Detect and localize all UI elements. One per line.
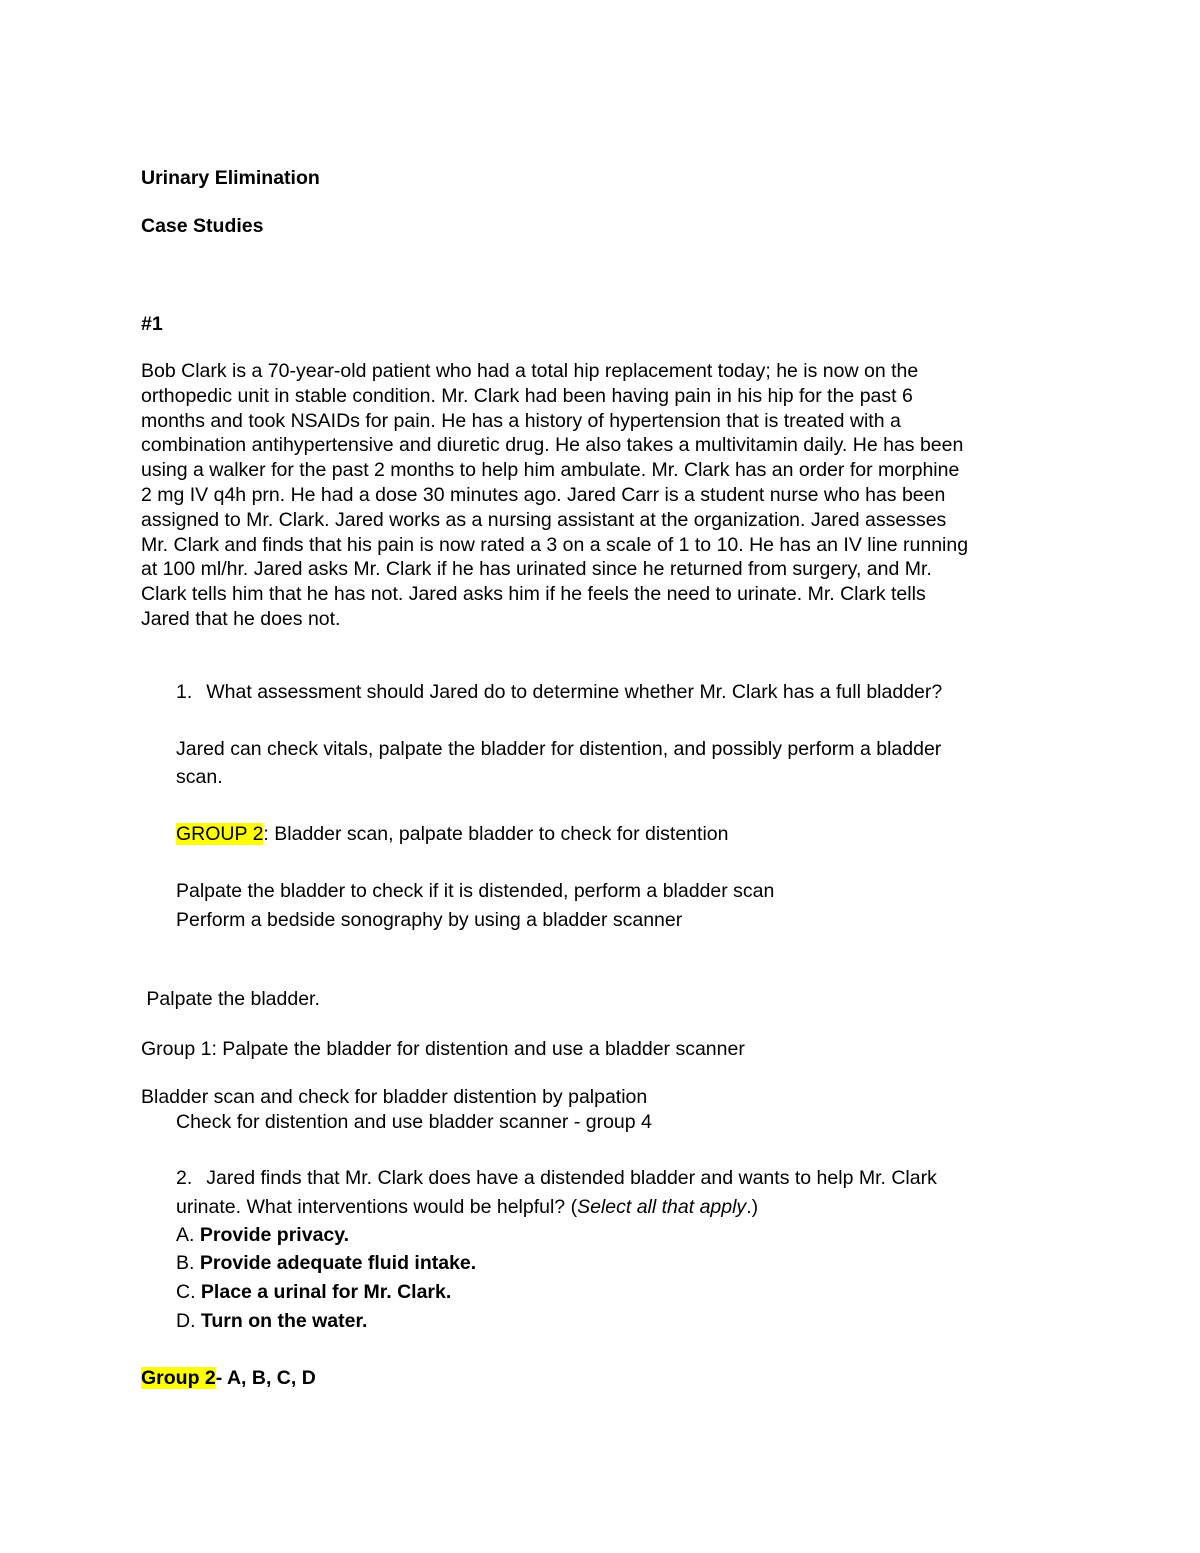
question-2-group-answer bbox=[141, 1366, 316, 1390]
case-line: orthopedic unit in stable condition. Mr. Clark had been having pain in his hip for the past 6 bbox=[141, 384, 913, 407]
question-1-text: What assessment should Jared do to determine whether Mr. Clark has a full bladder? bbox=[206, 681, 943, 703]
option-letter: C. bbox=[176, 1281, 196, 1303]
answer-line: Perform a bedside sonography by using a bladder scanner bbox=[176, 909, 683, 931]
case-line: months and took NSAIDs for pain. He has a history of hypertension that is treated with a bbox=[141, 409, 901, 432]
question-2-text: Jared finds that Mr. Clark does have a distended bladder and wants to help Mr. Clark bbox=[206, 1167, 937, 1189]
select-all-note: Select all that apply bbox=[577, 1196, 747, 1218]
question-2-line-1 bbox=[176, 1166, 937, 1190]
option-letter: D. bbox=[176, 1310, 196, 1332]
document-subtitle: Case Studies bbox=[141, 215, 264, 237]
document-title: Urinary Elimination bbox=[141, 167, 320, 189]
option-b bbox=[176, 1251, 476, 1275]
option-letter: A. bbox=[176, 1224, 195, 1246]
option-a bbox=[176, 1223, 349, 1247]
case-line: Jared that he does not. bbox=[141, 607, 341, 630]
option-letter: B. bbox=[176, 1252, 195, 1274]
option-c bbox=[176, 1280, 451, 1304]
answer-line: scan. bbox=[176, 766, 223, 788]
answer-line: Jared can check vitals, palpate the bladder for distention, and possibly perform a bladder bbox=[176, 738, 942, 760]
case-line: combination antihypertensive and diuretic drug. He also takes a multivitamin daily. He has been bbox=[141, 434, 964, 457]
case-paragraph bbox=[141, 359, 1071, 632]
option-text: Provide adequate fluid intake. bbox=[199, 1252, 477, 1274]
group-2-highlight: GROUP 2 bbox=[176, 823, 264, 845]
answer-line: Palpate the bladder to check if it is distended, perform a bladder scan bbox=[176, 880, 775, 902]
question-2-line-2 bbox=[176, 1195, 758, 1219]
case-line: assigned to Mr. Clark. Jared works as a nursing assistant at the organization. Jared assesses bbox=[141, 508, 947, 531]
option-d bbox=[176, 1309, 367, 1333]
case-line: Bob Clark is a 70-year-old patient who had a total hip replacement today; he is now on the bbox=[141, 360, 919, 382]
case-line: at 100 ml/hr. Jared asks Mr. Clark if he has urinated since he returned from surgery, and Mr. bbox=[141, 558, 932, 581]
answer-group-1: Group 1: Palpate the bladder for distention and use a bladder scanner bbox=[141, 1038, 745, 1060]
group-2-answer-text: : Bladder scan, palpate bladder to check for distention bbox=[263, 823, 729, 845]
answer-palpate: Palpate the bladder. bbox=[141, 988, 320, 1010]
case-line: 2 mg IV q4h prn. He had a dose 30 minutes ago. Jared Carr is a student nurse who has been bbox=[141, 483, 946, 506]
option-text: Place a urinal for Mr. Clark. bbox=[200, 1281, 452, 1303]
case-line: Clark tells him that he has not. Jared asks him if he feels the need to urinate. Mr. Clark tells bbox=[141, 583, 926, 606]
question-1-number: 1. bbox=[176, 681, 193, 703]
question-2-text-post: .) bbox=[746, 1196, 759, 1218]
answer-bladder-scan: Bladder scan and check for bladder distention by palpation bbox=[141, 1086, 648, 1108]
option-text: Provide privacy. bbox=[199, 1224, 350, 1246]
case-line: Mr. Clark and finds that his pain is now rated a 3 on a scale of 1 to 10. He has an IV line running bbox=[141, 533, 969, 556]
option-text: Turn on the water. bbox=[200, 1310, 368, 1332]
case-line: using a walker for the past 2 months to help him ambulate. Mr. Clark has an order for morphine bbox=[141, 459, 960, 482]
question-2-number: 2. bbox=[176, 1167, 193, 1189]
question-2-text-pre: urinate. What interventions would be helpful? ( bbox=[176, 1196, 578, 1218]
question-1 bbox=[176, 680, 942, 704]
group-2-answer bbox=[176, 822, 728, 846]
case-number: #1 bbox=[141, 313, 163, 335]
answer-group-4: Check for distention and use bladder scanner - group 4 bbox=[176, 1111, 652, 1133]
group-2-answer-text: - A, B, C, D bbox=[215, 1367, 316, 1389]
group-2-highlight: Group 2 bbox=[141, 1367, 216, 1389]
